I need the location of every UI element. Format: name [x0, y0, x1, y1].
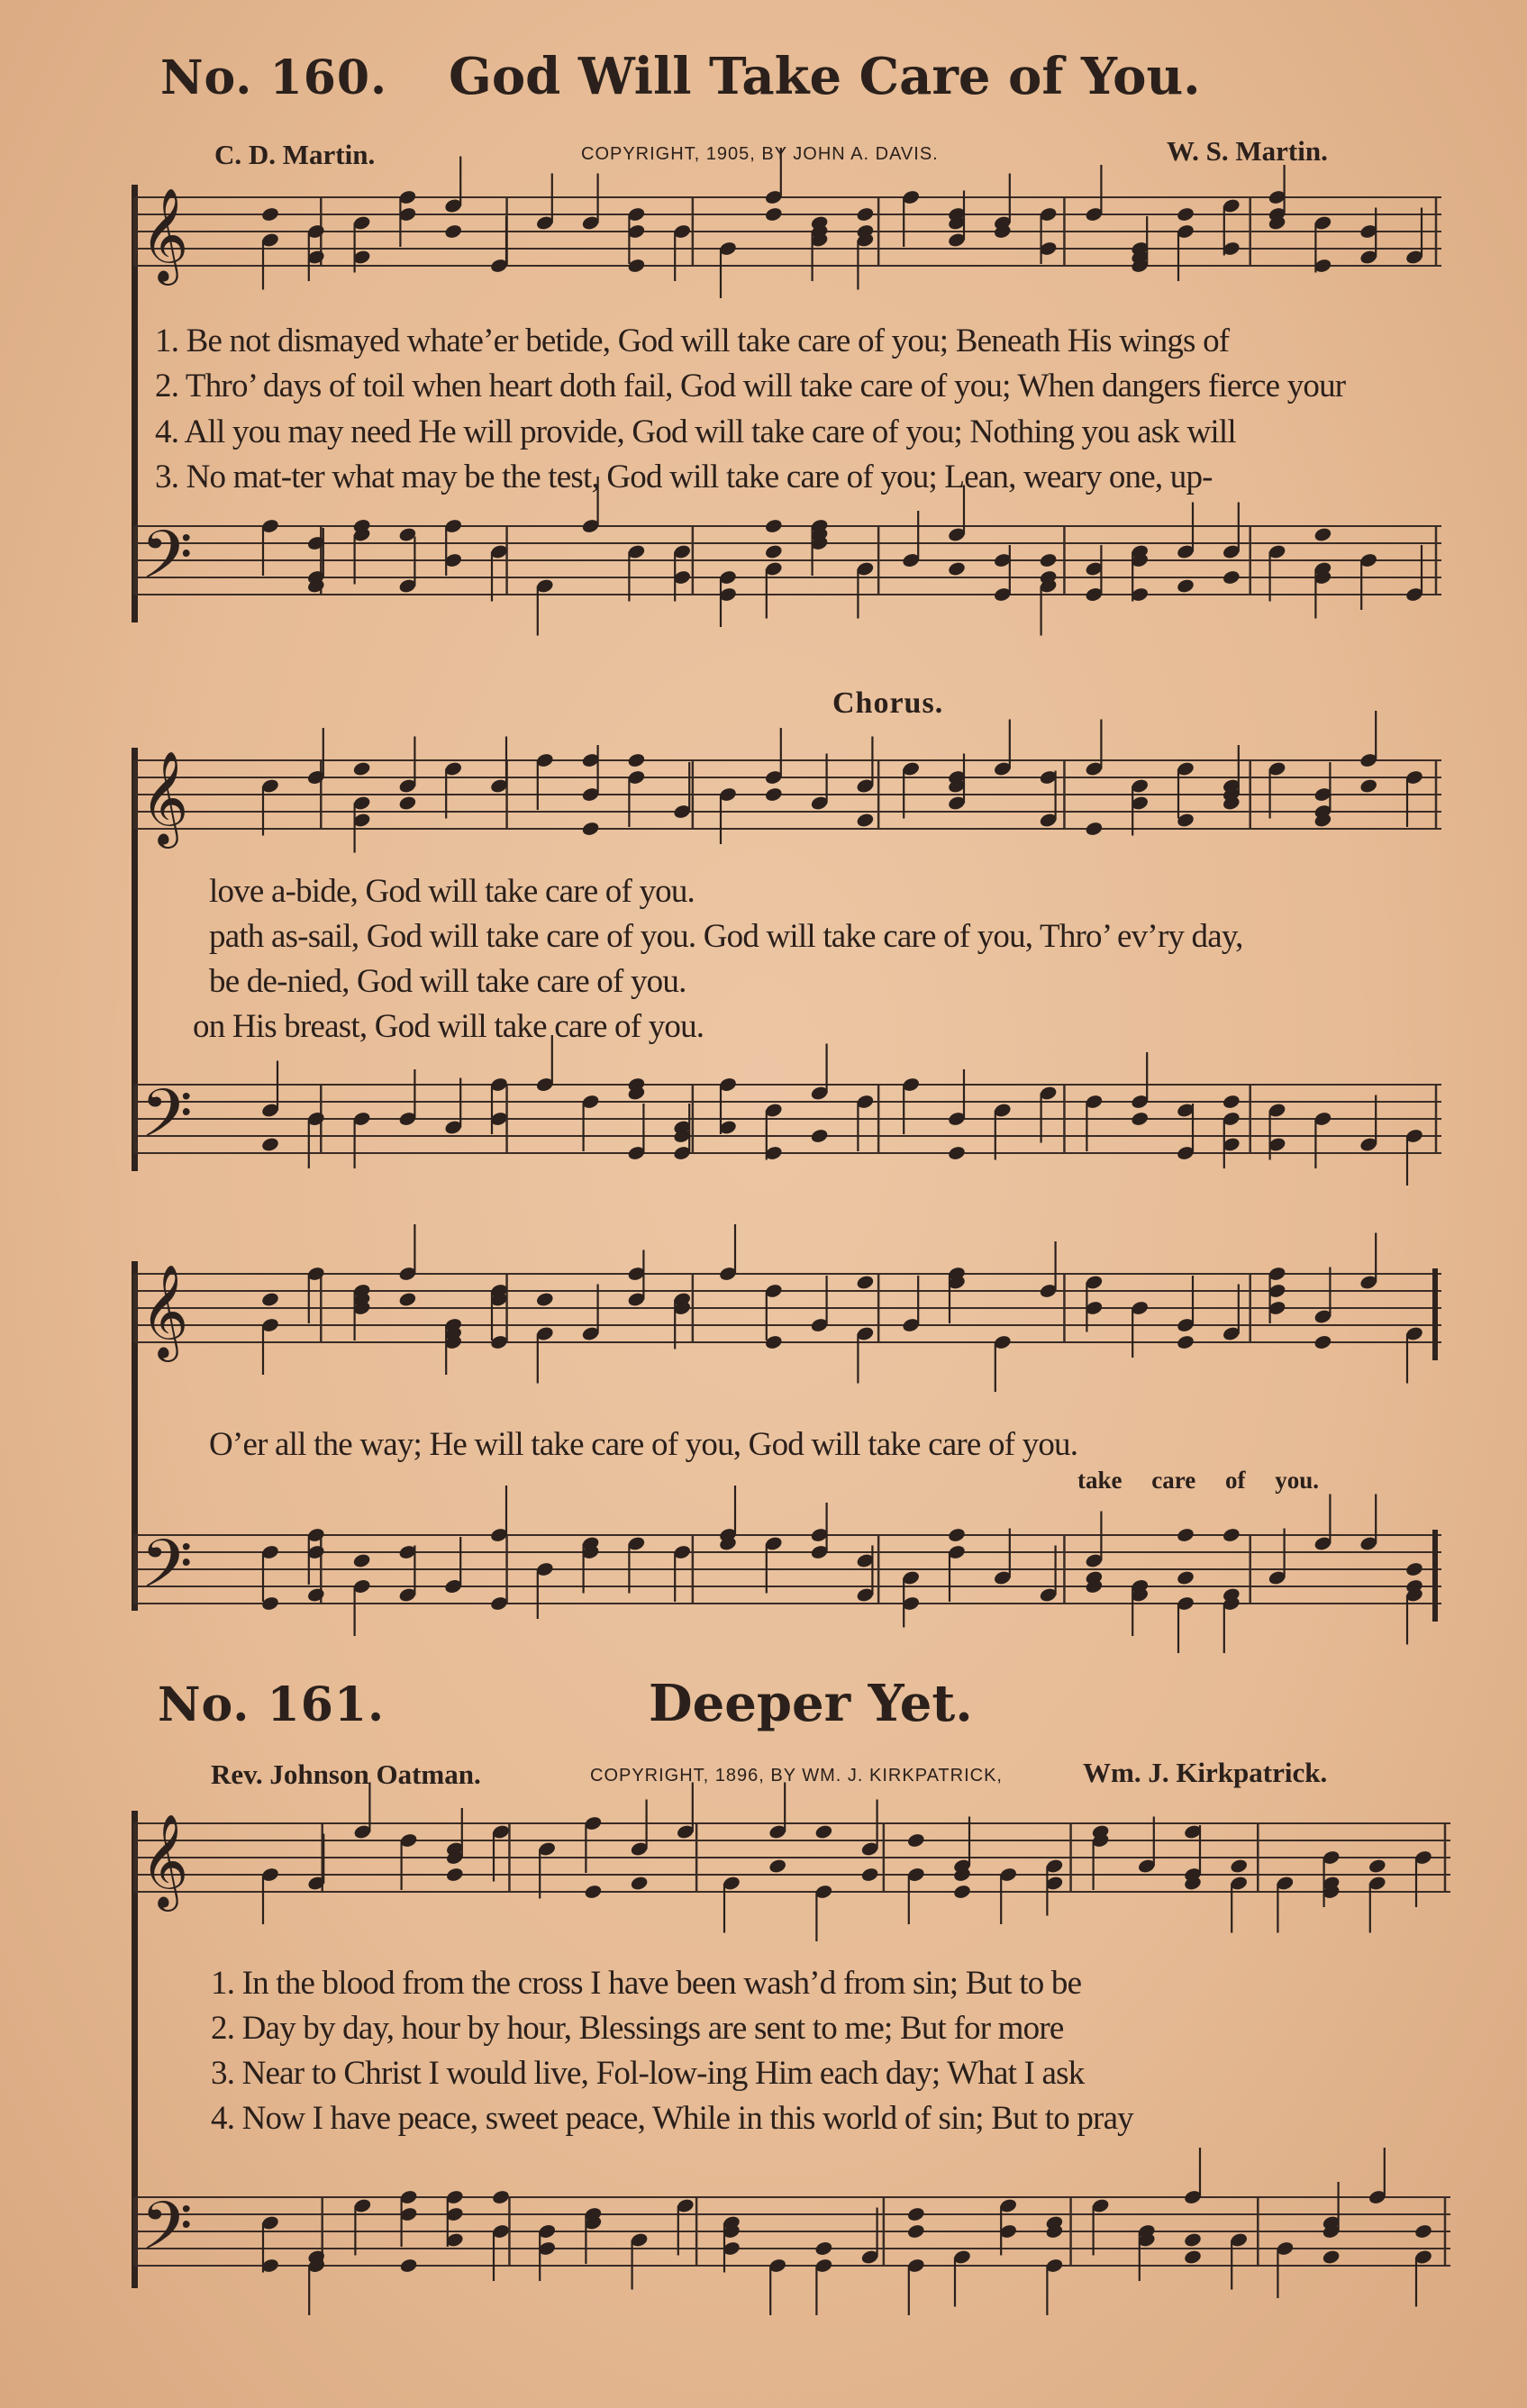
svg-text:𝄢: 𝄢: [141, 2187, 193, 2282]
hymn-number: No. 161.: [158, 1677, 386, 1732]
bass-staff: [135, 513, 1441, 622]
lyric-line: love a-bide, God will take care of you.: [209, 873, 695, 910]
lyric-line-small: take care of you.: [1077, 1467, 1319, 1494]
lyric-line: 2. Thro’ days of toil when heart doth fail, God will take care of you; When dangers fierce your: [155, 368, 1346, 404]
svg-text:𝄢: 𝄢: [141, 516, 193, 611]
composer-credit: W. S. Martin.: [1167, 135, 1328, 167]
svg-text:𝄞: 𝄞: [141, 750, 189, 845]
treble-staff: [135, 1261, 1441, 1369]
lyric-line: O’er all the way; He will take care of you, God will take care of you.: [209, 1426, 1078, 1463]
copyright-notice: COPYRIGHT, 1905, BY JOHN A. DAVIS.: [581, 144, 939, 164]
final-barline: [1432, 1530, 1438, 1622]
svg-text:𝄢: 𝄢: [141, 1075, 193, 1169]
treble-staff: [135, 185, 1441, 293]
lyric-line: 2. Day by day, hour by hour, Blessings are sent to me; But for more: [211, 2010, 1064, 2047]
svg-text:𝄞: 𝄞: [141, 1264, 189, 1358]
lyric-line: on His breast, God will take care of you.: [193, 1008, 704, 1045]
lyric-line: 3. Near to Christ I would live, Fol-low-ing Him each day; What I ask: [211, 2055, 1085, 2092]
bass-staff: [135, 1072, 1441, 1180]
bass-staff: [135, 1522, 1441, 1631]
hymn-title: Deeper Yet.: [649, 1674, 973, 1733]
lyric-line: path as-sail, God will take care of you. God will take care of you, Thro’ ev’ry day,: [209, 918, 1243, 955]
lyricist-credit: C. D. Martin.: [214, 139, 376, 170]
bass-staff: [135, 2185, 1450, 2293]
lyric-line: be de-nied, God will take care of you.: [209, 963, 686, 1000]
lyric-line: 3. No mat-ter what may be the test, God will take care of you; Lean, weary one, up-: [155, 459, 1213, 495]
copyright-notice: COPYRIGHT, 1896, BY WM. J. KIRKPATRICK,: [590, 1766, 1003, 1786]
svg-text:𝄞: 𝄞: [141, 187, 189, 282]
composer-credit: Wm. J. Kirkpatrick.: [1083, 1757, 1328, 1788]
final-barline: [1432, 1268, 1438, 1360]
hymn-title: God Will Take Care of You.: [449, 47, 1201, 106]
hymn-number: No. 160.: [160, 50, 388, 105]
lyric-line: 1. In the blood from the cross I have been wash’d from sin; But to be: [211, 1965, 1082, 2002]
svg-text:𝄢: 𝄢: [141, 1525, 193, 1620]
treble-staff: [135, 748, 1441, 856]
treble-staff: [135, 1811, 1450, 1919]
lyric-line: 4. All you may need He will provide, God will take care of you; Nothing you ask will: [155, 413, 1236, 450]
lyric-line: 4. Now I have peace, sweet peace, While in this world of sin; But to pray: [211, 2100, 1133, 2137]
lyric-line: 1. Be not dismayed whate’er betide, God will take care of you; Beneath His wings of: [155, 323, 1230, 359]
svg-text:𝄞: 𝄞: [141, 1813, 189, 1908]
lyricist-credit: Rev. Johnson Oatman.: [211, 1758, 481, 1790]
chorus-label: Chorus.: [832, 686, 944, 720]
